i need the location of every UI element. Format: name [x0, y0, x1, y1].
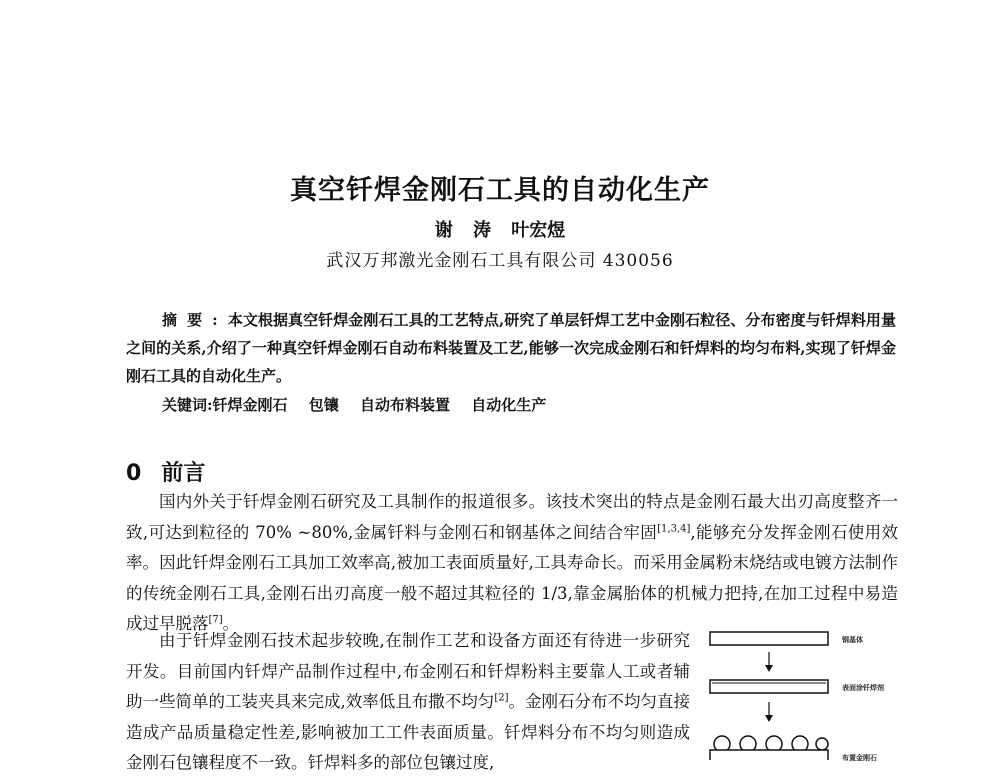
keywords-label: 关键词:	[162, 396, 213, 414]
diamond-layer-box	[710, 750, 828, 760]
label-diamond-layout: 布置金刚石	[842, 754, 877, 762]
p1-text-a: 国内外关于钎焊金刚石研究及工具制作的报道很多。该技术突出的特点是金刚石最大出刃高度整齐一致,可达到粒径的 70% ~80%,金属钎料与金刚石和钢基体之间结合牢固	[126, 492, 898, 542]
body-paragraph-1	[126, 487, 898, 640]
citation-1-3-4: [1,3,4]	[657, 523, 691, 535]
paper-affiliation: 武汉万邦激光金刚石工具有限公司 430056	[326, 251, 674, 271]
p2-text-b: 。金刚石分布不均匀直接造成产品质量稳定性差,影响被加工工件表面质量。钎焊料分布不均匀则造成金刚石包镶程度不一致。钎焊料多的部位包镶过度,	[126, 692, 691, 773]
citation-7: [7]	[208, 614, 223, 626]
abstract-label: 摘要:	[162, 311, 228, 329]
arrow-2-head	[765, 715, 773, 722]
keywords	[162, 394, 892, 415]
p2-text-a: 由于钎焊金刚石技术起步较晚,在制作工艺和设备方面还有待进一步研究开发。目前国内钎焊产品制作过程中,布金刚石和钎焊粉料主要靠人工或者辅助一些简单的工装夹具来完成,效率低且布撒不均匀	[126, 631, 690, 712]
steel-substrate-box	[710, 632, 828, 645]
keywords-text: 钎焊金刚石 包镶 自动布料装置 自动化生产	[212, 396, 547, 414]
paper-title: 真空钎焊金刚石工具的自动化生产	[290, 175, 710, 206]
section-title: 前言	[161, 461, 206, 486]
p1-text-c: 。	[222, 614, 240, 634]
process-figure	[700, 620, 900, 760]
paste-layer-box	[710, 680, 828, 693]
p1-text-b: ,能够充分发挥金刚石使用效率。因此钎焊金刚石工具加工效率高,被加工表面质量好,工具寿命长。而采用金属粉末烧结或电镀方法制作的传统金刚石工具,金刚石出刃高度一般不超过其粒径的 1/3,靠金属胎体的机械力把持,在加工过程中易造成过早脱落	[126, 522, 898, 634]
abstract-text: 本文根据真空钎焊金刚石工具的工艺特点,研究了单层钎焊工艺中金刚石粒径、分布密度与钎焊料用量之间的关系,介绍了一种真空钎焊金刚石自动布料装置及工艺,能够一次完成金刚石和钎焊料的均匀布料,实现了钎焊金刚石工具的自动化生产。	[126, 311, 896, 385]
arrow-1-head	[765, 665, 773, 672]
section-heading	[126, 456, 205, 487]
citation-2: [2]	[494, 692, 509, 704]
abstract	[126, 306, 896, 390]
diamond-grain	[816, 738, 828, 750]
section-number: 0	[126, 461, 142, 486]
label-flux-coating: 表面涂钎焊剂	[842, 684, 884, 692]
paper-authors: 谢 涛 叶宏煜	[434, 220, 566, 241]
label-steel-substrate: 钢基体	[842, 636, 863, 644]
body-paragraph-2	[126, 626, 690, 779]
